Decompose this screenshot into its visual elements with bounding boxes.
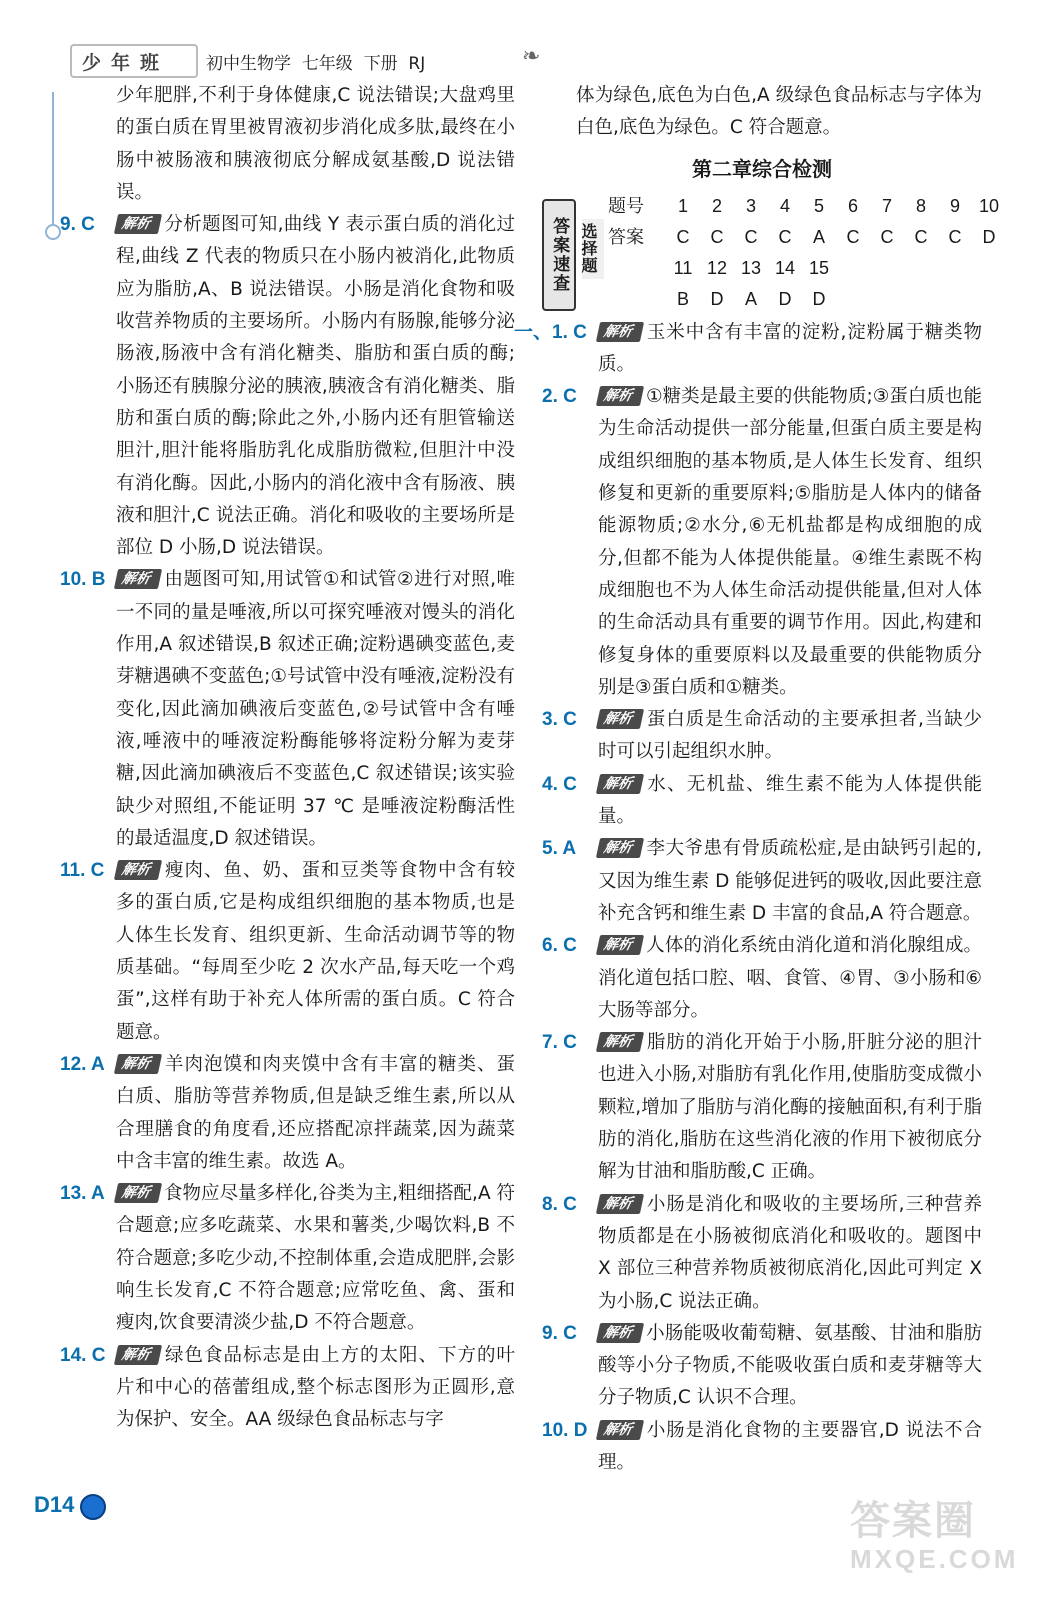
answer-explanation: 水、无机盐、维生素不能为人体提供能量。 xyxy=(598,773,982,828)
right-answer-item xyxy=(542,1415,982,1480)
right-answer-item xyxy=(542,930,982,1027)
left-answer-item xyxy=(60,1178,515,1339)
answer-number: 9. C xyxy=(60,214,95,236)
answer-number: 3. C xyxy=(542,709,577,731)
row-label-answer: 答案 xyxy=(608,226,644,248)
question-number-cell: 12 xyxy=(706,257,728,278)
left-answer-item xyxy=(60,564,515,855)
answer-cell: C xyxy=(744,226,758,247)
question-number-cell: 3 xyxy=(745,195,756,216)
answer-number: 9. C xyxy=(542,1322,577,1344)
question-number-cell: 2 xyxy=(711,195,722,216)
answer-cell: D xyxy=(812,288,826,309)
answer-number: 5. A xyxy=(542,838,577,860)
question-number-cell: 15 xyxy=(808,257,830,278)
answer-cell: A xyxy=(812,226,825,247)
right-answer-item xyxy=(514,317,982,382)
watermark-bottom: MXQE.COM xyxy=(850,1544,1019,1574)
question-type-label: 选择题 xyxy=(582,219,604,279)
question-number-cell: 9 xyxy=(949,195,960,216)
right-answer-item xyxy=(542,769,982,834)
answer-number: 7. C xyxy=(542,1032,577,1054)
answer-cell: C xyxy=(710,226,724,247)
answer-explanation: 小肠是消化食物的主要器官,D 说法不合理。 xyxy=(598,1419,982,1473)
answer-number: 11. C xyxy=(60,860,105,882)
analysis-tag: 解析 xyxy=(596,1194,644,1214)
answer-explanation: 玉米中含有丰富的淀粉,淀粉属于糖类物质。 xyxy=(598,321,982,375)
answer-cell: D xyxy=(778,288,792,309)
question-number-cell: 5 xyxy=(813,195,824,216)
brand-logo: 少年班 xyxy=(82,52,170,74)
analysis-tag: 解析 xyxy=(596,935,644,955)
right-answer-item xyxy=(542,1318,982,1415)
quick-check-badge: 答案速查 xyxy=(542,199,576,311)
answer-explanation: 小肠能吸收葡萄糖、氨基酸、甘油和脂肪酸等小分子物质,不能吸收蛋白质和麦芽糖等大分子物质,C 认识不合理。 xyxy=(598,1322,982,1409)
question-number-cell: 8 xyxy=(915,195,926,216)
margin-rail-dot xyxy=(45,224,61,240)
right-answers xyxy=(514,317,982,1480)
analysis-tag: 解析 xyxy=(114,214,162,234)
answer-cell: B xyxy=(676,288,689,309)
row-label-number: 题号 xyxy=(608,195,644,217)
answer-cell: D xyxy=(710,288,724,309)
answer-explanation: 脂肪的消化开始于小肠,肝脏分泌的胆汁也进入小肠,对脂肪有乳化作用,使脂肪变成微小颗粒,增加了脂肪与消化酶的接触面积,有利于脂肪的消化,脂肪在这些消化液的作用下被彻底分解为甘油和脂肪酸,C 正确。 xyxy=(598,1032,982,1183)
answer-explanation: 食物应尽量多样化,谷类为主,粗细搭配,A 符合题意;应多吃蔬菜、水果和薯类,少喝饮料,B 不符合题意;多吃少动,不控制体重,会造成肥胖,会影响生长发育,C 不符合题意;应常吃鱼、禽、蛋和瘦肉,饮食要清淡少盐,D 不符合题意。 xyxy=(116,1183,515,1334)
page-dot-icon xyxy=(80,1494,106,1520)
question-number-cell: 13 xyxy=(740,257,762,278)
answer-explanation: 李大爷患有骨质疏松症,是由缺钙引起的,又因为维生素 D 能够促进钙的吸收,因此要注意补充含钙和维生素 D 丰富的食品,A 符合题意。 xyxy=(598,838,982,924)
left-answer-item xyxy=(60,1049,515,1178)
right-answer-item xyxy=(542,704,982,769)
margin-rail xyxy=(52,92,54,226)
answer-cell: C xyxy=(914,226,928,247)
analysis-tag: 解析 xyxy=(596,1323,644,1343)
left-answer-item xyxy=(60,1340,515,1437)
answer-row-answers xyxy=(608,222,1006,253)
analysis-tag: 解析 xyxy=(596,774,644,794)
analysis-tag: 解析 xyxy=(114,860,162,880)
page-number: D14 xyxy=(34,1492,75,1517)
right-answer-item xyxy=(542,833,982,930)
leaf-icon: ❧ xyxy=(522,44,541,69)
analysis-tag: 解析 xyxy=(596,709,644,729)
answer-number: 8. C xyxy=(542,1193,577,1215)
left-column xyxy=(60,80,515,1436)
question-number-cell: 11 xyxy=(673,257,693,278)
answer-number: 6. C xyxy=(542,935,577,957)
right-column xyxy=(514,80,1000,1479)
answer-number: 4. C xyxy=(542,773,577,795)
answer-cell: C xyxy=(676,226,690,247)
watermark-top: 答案圈 xyxy=(850,1498,976,1544)
right-answer-item xyxy=(542,1189,982,1318)
analysis-tag: 解析 xyxy=(114,1183,162,1203)
book-title: 初中生物学 七年级 下册 RJ xyxy=(206,54,426,74)
answer-explanation: 分析题图可知,曲线 Y 表示蛋白质的消化过程,曲线 Z 代表的物质只在小肠内被消化,此物质应为脂肪,A、B 说法错误。小肠是消化食物和吸收营养物质的主要场所。小肠内有肠腺,能够分泌肠液,肠液中含有消化糖类、脂肪和蛋白质的酶;小肠还有胰腺分泌的胰液,胰液含有消化糖类、脂肪和蛋白质的酶;除此之外,小肠内还有胆管输送胆汁,胆汁能将脂肪乳化成脂肪微粒,但胆汁中没有消化酶。因此,小肠内的消化液中含有肠液、胰液和胆汁,C 说法正确。消化和吸收的主要场所是部位 D 小肠,D 说法错误。 xyxy=(116,214,515,559)
analysis-tag: 解析 xyxy=(596,1032,644,1052)
left-continued-text: 少年肥胖,不利于身体健康,C 说法错误;大盘鸡里的蛋白质在胃里被胃液初步消化成多肽,最终在小肠中被肠液和胰液彻底分解成氨基酸,D 说法错误。 xyxy=(116,85,515,203)
answer-explanation: 小肠是消化和吸收的主要场所,三种营养物质都是在小肠被彻底消化和吸收的。题图中 X 部位三种营养物质被彻底消化,因此可判定 X 为小肠,C 说法正确。 xyxy=(598,1193,982,1312)
answer-number: 14. C xyxy=(60,1344,106,1366)
watermark-logo xyxy=(850,1498,1019,1584)
answer-explanation: 由题图可知,用试管①和试管②进行对照,唯一不同的量是唾液,所以可探究唾液对馒头的消化作用,A 叙述错误,B 叙述正确;淀粉遇碘变蓝色,麦芽糖遇碘不变蓝色;①号试管中没有唾液,淀粉没有变化,因此滴加碘液后变蓝色,②号试管中含有唾液,唾液中的唾液淀粉酶能够将淀粉分解为麦芽糖,因此滴加碘液后不变蓝色,C 叙述错误;该实验缺少对照组,不能证明 37 ℃ 是唾液淀粉酶活性的最适温度,D 叙述错误。 xyxy=(116,569,515,849)
question-number-cell: 1 xyxy=(677,195,688,216)
answer-explanation: 人体的消化系统由消化道和消化腺组成。消化道包括口腔、咽、食管、④胃、③小肠和⑥大肠等部分。 xyxy=(598,935,982,1021)
answer-row-answers-2 xyxy=(608,284,1006,315)
answer-explanation: 蛋白质是生命活动的主要承担者,当缺少时可以引起组织水肿。 xyxy=(598,709,982,763)
right-answer-item xyxy=(542,381,982,704)
question-number-cell: 14 xyxy=(774,257,796,278)
analysis-tag: 解析 xyxy=(596,838,644,858)
analysis-tag: 解析 xyxy=(114,569,162,589)
answer-number: 一、1. C xyxy=(514,321,587,343)
left-answer-item xyxy=(60,209,515,564)
question-number-cell: 10 xyxy=(978,195,1000,216)
answer-cell: C xyxy=(846,226,860,247)
answer-number: 10. D xyxy=(542,1419,588,1441)
answer-number: 2. C xyxy=(542,386,577,408)
answer-cell: C xyxy=(948,226,962,247)
analysis-tag: 解析 xyxy=(596,322,644,342)
answer-number: 13. A xyxy=(60,1183,105,1205)
answer-cell: C xyxy=(778,226,792,247)
answer-quick-check xyxy=(542,191,1000,313)
answer-cell: C xyxy=(880,226,894,247)
analysis-tag: 解析 xyxy=(114,1345,162,1365)
continued-text: 体为绿色,底色为白色,A 级绿色食品标志与字体为白色,底色为绿色。C 符合题意。 xyxy=(576,85,982,139)
answer-explanation: 绿色食品标志是由上方的太阳、下方的叶片和中心的蓓蕾组成,整个标志图形为正圆形,意为保护、安全。AA 级绿色食品标志与字 xyxy=(116,1344,515,1431)
section-title: 第二章综合检测 xyxy=(692,156,832,181)
answer-cell: A xyxy=(744,288,757,309)
analysis-tag: 解析 xyxy=(114,1054,162,1074)
answer-cell: D xyxy=(982,226,996,247)
answer-row-numbers-2 xyxy=(608,253,1006,284)
answer-explanation: ①糖类是最主要的供能物质;③蛋白质也能为生命活动提供一部分能量,但蛋白质主要是构成组织细胞的基本物质,是人体生长发育、组织修复和更新的重要原料;⑤脂肪是人体内的储备能源物质;②水分,⑥无机盐都是构成细胞的成分,但都不能为人体提供能量。④维生素既不构成细胞也不为人体生命活动提供能量,但对人体的生命活动具有重要的调节作用。因此,构建和修复身体的重要原料以及最重要的供能物质分别是③蛋白质和①糖类。 xyxy=(598,386,982,698)
analysis-tag: 解析 xyxy=(596,1420,644,1440)
left-answer-item xyxy=(60,855,515,1049)
answer-number: 10. B xyxy=(60,569,106,591)
question-number-cell: 4 xyxy=(779,195,790,216)
question-number-cell: 6 xyxy=(847,195,858,216)
answer-row-numbers xyxy=(608,191,1006,222)
question-number-cell: 7 xyxy=(881,195,892,216)
answer-table xyxy=(608,191,1006,315)
answer-number: 12. A xyxy=(60,1053,105,1075)
answer-explanation: 羊肉泡馍和肉夹馍中含有丰富的糖类、蛋白质、脂肪等营养物质,但是缺乏维生素,所以从合理膳食的角度看,还应搭配凉拌蔬菜,因为蔬菜中含丰富的维生素。故选 A。 xyxy=(116,1053,515,1172)
analysis-tag: 解析 xyxy=(596,386,644,406)
page-header xyxy=(70,40,570,80)
answer-explanation: 瘦肉、鱼、奶、蛋和豆类等食物中含有较多的蛋白质,它是构成组织细胞的基本物质,也是人体生长发育、组织更新、生命活动调节等的物质基础。“每周至少吃 2 次水产品,每天吃一个鸡蛋”,这样有助于补充人体所需的蛋白质。C 符合题意。 xyxy=(116,860,515,1043)
right-answer-item xyxy=(542,1027,982,1188)
